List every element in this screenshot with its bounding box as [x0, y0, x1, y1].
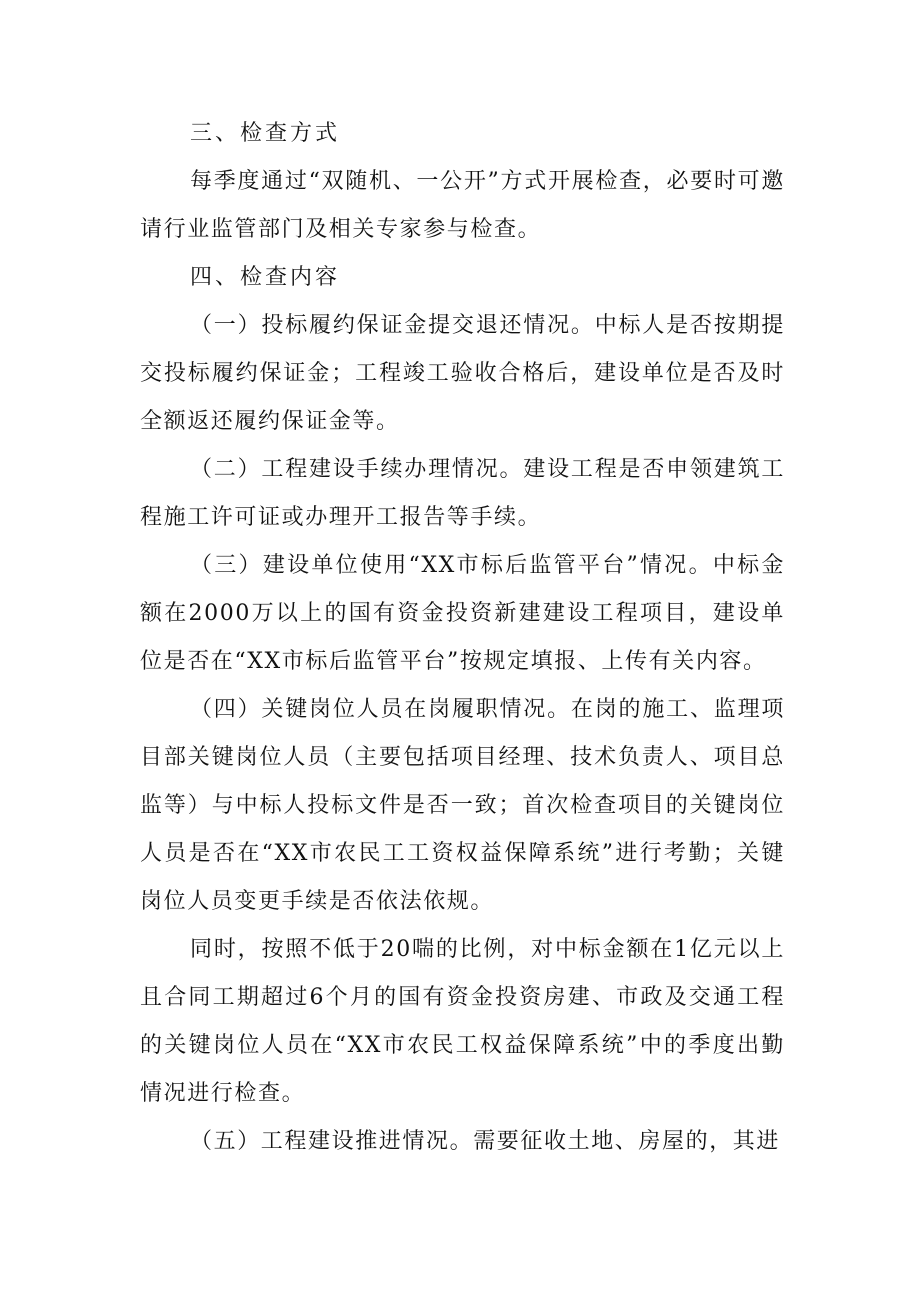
section-heading-inspection-content: 四、检查内容 — [190, 265, 341, 290]
item-key-personnel-duty: （四）关键岗位人员在岗履职情况。在岗的施工、监理项目部关键岗位人员（主要包括项目经理、技术负责人、项目总监等）与中标人投标文件是否一致；首次检查项目的关键岗位人员是否在“XX市农民工工资权益保障系统”进行考勤；关键岗位人员变更手续是否依法依规。 — [140, 697, 785, 914]
item-construction-permits: （二）工程建设手续办理情况。建设工程是否申领建筑工程施工许可证或办理开工报告等手续。 — [140, 457, 785, 530]
item-bid-performance-bond: （一）投标履约保证金提交退还情况。中标人是否按期提交投标履约保证金；工程竣工验收合格后，建设单位是否及时全额返还履约保证金等。 — [140, 313, 785, 434]
item-construction-progress: （五）工程建设推进情况。需要征收土地、房屋的，其进 — [190, 1129, 781, 1154]
paragraph-attendance-check: 同时，按照不低于20喘的比例，对中标金额在1亿元以上且合同工期超过6个月的国有资金投资房建、市政及交通工程的关键岗位人员在“XX市农民工权益保障系统”中的季度出勤情况进行检查。 — [140, 937, 785, 1106]
paragraph-inspection-method: 每季度通过“双随机、一公开”方式开展检查，必要时可邀请行业监管部门及相关专家参与检查。 — [140, 169, 785, 242]
section-heading-inspection-method: 三、检查方式 — [190, 121, 341, 146]
document-body — [140, 110, 785, 1166]
item-post-bid-platform: （三）建设单位使用“XX市标后监管平台”情况。中标金额在2000万以上的国有资金投资新建建设工程项目，建设单位是否在“XX市标后监管平台”按规定填报、上传有关内容。 — [140, 553, 785, 674]
